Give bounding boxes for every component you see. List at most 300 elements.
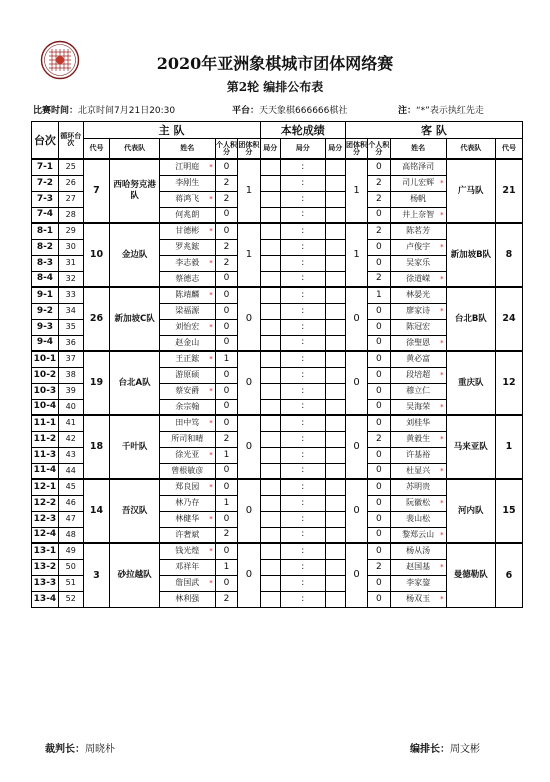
home-team-points: 1 [238,159,260,223]
board-number: 13-4 [32,591,59,607]
arranger-name: 周文彬 [450,744,480,755]
away-team-points: 0 [345,415,367,479]
table-number: 31 [58,255,83,271]
home-player-name: 所司和晴 [171,434,204,443]
score-separator: : [280,415,325,431]
away-personal-points: 0 [368,255,390,271]
board-number: 10-4 [32,399,59,415]
header-away-code: 代号 [495,139,522,160]
board-number: 8-3 [32,255,59,271]
referee-label: 裁判长： [45,744,85,755]
board-number: 12-4 [32,527,59,543]
red-first-marker: * [209,291,213,299]
table-row [32,543,523,559]
home-personal-points: 0 [215,287,237,303]
home-personal-points: 2 [215,527,237,543]
match-time [33,103,175,116]
home-game-points [260,559,280,575]
away-player [390,367,446,383]
score-separator: : [280,591,325,607]
score-separator: : [280,287,325,303]
home-personal-points: 0 [215,319,237,335]
home-player-name: 赵金山 [175,337,200,347]
board-number: 7-1 [32,159,59,175]
red-first-marker: * [209,578,213,587]
header-away-name: 姓名 [390,139,446,160]
board-number: 7-2 [32,175,59,191]
away-player-name: 廖家诗 [406,306,431,315]
header-away: 客 队 [345,122,522,139]
away-game-points [325,527,345,543]
away-player-name: 许基裕 [406,450,431,459]
away-code: 12 [495,351,522,415]
away-player [390,575,446,591]
board-number: 9-1 [32,287,59,303]
away-game-points [325,159,345,175]
page-subtitle: 第2轮 编排公布表 [226,80,324,94]
board-number: 9-3 [32,319,59,335]
home-personal-points: 0 [215,399,237,415]
red-first-marker: * [209,163,213,171]
away-game-points [325,591,345,607]
away-team: 台北B队 [446,287,495,351]
home-game-points [260,479,280,495]
red-first-marker: * [440,466,444,475]
home-player [159,479,215,495]
away-player [390,351,446,367]
home-player-name: 詹国武 [175,578,200,587]
home-player-name: 江明庭 [175,162,200,172]
home-player [159,591,215,607]
away-player-name: 徐道嵘 [406,273,431,283]
header-away-personal-pts: 个人积分 [368,139,390,160]
table-number: 49 [58,543,83,559]
home-personal-points: 1 [215,447,237,463]
away-player-name: 杨双玉 [406,594,431,603]
home-player [159,495,215,511]
home-team-points: 0 [238,351,260,415]
away-player [390,175,446,191]
score-separator: : [280,479,325,495]
platform-label: 平台： [232,106,260,116]
home-game-points [260,367,280,383]
table-number: 52 [58,591,83,607]
home-player-name: 林健华 [175,514,200,523]
home-player [159,399,215,415]
home-game-points [260,175,280,191]
away-player [390,287,446,303]
red-first-marker: * [209,419,213,427]
header-home-code: 代号 [83,139,110,160]
home-personal-points: 0 [215,479,237,495]
board-number: 10-3 [32,383,59,399]
away-player [390,191,446,207]
away-player [390,271,446,287]
red-first-marker: * [209,547,213,555]
board-number: 12-1 [32,479,59,495]
home-game-points [260,495,280,511]
away-game-points [325,303,345,319]
home-game-points [260,591,280,607]
home-code: 3 [83,543,110,607]
home-personal-points: 2 [215,591,237,607]
away-player-name: 苏明贵 [406,482,431,492]
home-game-points [260,431,280,447]
header-home-team-pts: 团体积分 [238,139,260,160]
away-team-points: 1 [345,223,367,287]
home-player [159,511,215,527]
score-separator: : [280,399,325,415]
home-player-name: 刘怡宏 [175,322,200,331]
table-number: 34 [58,303,83,319]
score-separator: : [280,175,325,191]
score-separator: : [280,335,325,351]
home-team-points: 0 [238,479,260,543]
home-player [159,351,215,367]
away-player-name: 卢俊宇 [406,242,431,251]
home-player [159,271,215,287]
away-game-points [325,495,345,511]
home-player-name: 余宗翰 [175,401,200,411]
home-game-points [260,255,280,271]
away-game-points [325,351,345,367]
away-player-name: 黄毅生 [406,434,431,443]
home-personal-points: 2 [215,255,237,271]
board-number: 8-2 [32,239,59,255]
away-player-name: 黄必富 [406,354,431,364]
red-first-marker: * [209,194,213,203]
home-personal-points: 0 [215,223,237,239]
away-player-name: 阮徽松 [406,498,431,507]
home-player-name: 钱光煌 [175,546,200,556]
home-player [159,383,215,399]
table-number: 50 [58,559,83,575]
red-first-marker: * [440,306,444,315]
table-number: 44 [58,463,83,479]
home-personal-points: 0 [215,159,237,175]
home-player-name: 蒋鸿飞 [175,194,200,203]
board-number: 12-3 [32,511,59,527]
away-team: 广马队 [446,159,495,223]
home-game-points [260,223,280,239]
home-player [159,191,215,207]
red-first-marker: * [440,434,444,443]
away-player-name: 高铭泽司 [402,162,435,172]
home-code: 14 [83,479,110,543]
home-game-points [260,239,280,255]
away-game-points [325,479,345,495]
table-number: 26 [58,175,83,191]
away-player [390,223,446,239]
header-round: 台次 [32,122,59,160]
header-table-no: 循环台次 [58,122,83,160]
away-player-name: 井上奈智 [402,209,435,219]
away-game-points [325,175,345,191]
header-results: 本轮成绩 [260,122,345,139]
table-row [32,351,523,367]
away-player [390,207,446,223]
board-number: 13-3 [32,575,59,591]
red-first-marker: * [440,402,444,411]
home-personal-points: 1 [215,351,237,367]
away-personal-points: 0 [368,463,390,479]
away-code: 24 [495,287,522,351]
away-player [390,383,446,399]
away-game-points [325,255,345,271]
away-player-name: 吴家乐 [406,258,431,267]
match-time-value: 北京时间7月21日20:30 [78,106,176,116]
away-player-name: 杨从汤 [406,546,431,556]
away-player [390,303,446,319]
home-player-name: 邓祥年 [175,562,200,571]
away-personal-points: 0 [368,319,390,335]
table-number: 38 [58,367,83,383]
away-player-name: 杜显兴 [406,465,431,475]
home-personal-points: 0 [215,271,237,287]
home-game-points [260,207,280,223]
home-personal-points: 0 [215,207,237,223]
away-personal-points: 2 [368,431,390,447]
home-team: 吾汉队 [110,479,159,543]
home-player [159,159,215,175]
score-separator: : [280,191,325,207]
home-player-name: 罗兆鋐 [175,242,200,251]
note-value: “*”表示执红先走 [416,106,484,116]
red-first-marker: * [209,258,213,267]
home-player-name: 李剐生 [175,178,200,187]
table-number: 48 [58,527,83,543]
table-row [32,223,523,239]
away-player [390,255,446,271]
home-team-points: 0 [238,287,260,351]
table-row [32,479,523,495]
score-separator: : [280,159,325,175]
score-separator: : [280,463,325,479]
home-player [159,207,215,223]
red-first-marker: * [209,514,213,523]
home-player [159,303,215,319]
header-home: 主 队 [83,122,260,139]
home-personal-points: 1 [215,495,237,511]
away-personal-points: 0 [368,239,390,255]
away-game-points [325,447,345,463]
board-number: 8-1 [32,223,59,239]
red-first-marker: * [209,450,213,459]
page-title: 2020年亚洲象棋城市团体网络赛 [156,54,394,73]
header-home-personal-pts: 个人积分 [215,139,237,160]
referee-name: 周晓朴 [85,744,115,755]
board-number: 10-1 [32,351,59,367]
away-personal-points: 0 [368,479,390,495]
away-player-name: 赵国基 [406,562,431,571]
away-team-points: 0 [345,351,367,415]
home-player-name: 许奢斌 [175,529,200,539]
red-first-marker: * [440,562,444,571]
score-separator: : [280,527,325,543]
away-game-points [325,207,345,223]
score-separator: : [280,447,325,463]
home-team: 砂拉越队 [110,543,159,607]
away-player [390,239,446,255]
red-first-marker: * [440,338,444,347]
platform-value: 天天象棋666666棋社 [259,106,348,116]
header-away-team: 代表队 [446,139,495,160]
away-game-points [325,383,345,399]
home-personal-points: 0 [215,511,237,527]
home-player-name: 曾根敏彦 [171,465,204,475]
home-player-name: 李志毅 [175,258,200,267]
score-separator: : [280,223,325,239]
away-player [390,559,446,575]
red-first-marker: * [209,355,213,363]
arranger [410,740,480,755]
home-team: 金边队 [110,223,159,287]
table-number: 41 [58,415,83,431]
red-first-marker: * [209,386,213,395]
home-team: 西哈努克港队 [110,159,159,223]
red-first-marker: * [440,210,444,219]
home-personal-points: 0 [215,335,237,351]
score-separator: : [280,495,325,511]
board-number: 11-1 [32,415,59,431]
home-game-points [260,447,280,463]
away-personal-points: 2 [368,223,390,239]
score-separator: : [280,575,325,591]
away-player [390,447,446,463]
score-separator: : [280,207,325,223]
home-game-points [260,383,280,399]
home-code: 26 [83,287,110,351]
home-player-name: 徐光亚 [175,450,200,459]
home-player [159,447,215,463]
home-player-name: 蔡德志 [175,273,200,283]
away-personal-points: 0 [368,207,390,223]
home-code: 18 [83,415,110,479]
header-home-team: 代表队 [110,139,159,160]
away-game-points [325,271,345,287]
home-player [159,367,215,383]
score-separator: : [280,559,325,575]
score-separator: : [280,255,325,271]
platform [232,103,347,116]
home-player [159,559,215,575]
away-code: 15 [495,479,522,543]
home-game-points [260,511,280,527]
home-player-name: 游原硕 [175,370,200,379]
away-team-points: 0 [345,479,367,543]
table-number: 42 [58,431,83,447]
home-game-points [260,543,280,559]
home-player [159,335,215,351]
away-personal-points: 0 [368,159,390,175]
red-first-marker: * [209,322,213,331]
away-game-points [325,191,345,207]
home-player-name: 甘德彬 [175,226,200,236]
home-player [159,415,215,431]
table-number: 51 [58,575,83,591]
away-team-points: 1 [345,159,367,223]
score-separator: : [280,511,325,527]
home-player [159,319,215,335]
home-player-name: 何兆朗 [175,209,200,219]
home-personal-points: 0 [215,383,237,399]
away-player-name: 陈茗芳 [406,226,431,236]
home-player [159,223,215,239]
away-player-name: 杨帆 [410,194,427,203]
away-team-points: 0 [345,287,367,351]
away-personal-points: 0 [368,575,390,591]
table-row [32,415,523,431]
away-personal-points: 0 [368,591,390,607]
away-team: 河内队 [446,479,495,543]
away-game-points [325,239,345,255]
away-player-name: 穆立仁 [406,386,431,395]
away-personal-points: 2 [368,191,390,207]
home-player [159,255,215,271]
board-number: 12-2 [32,495,59,511]
away-player-name: 陈冠宏 [406,322,431,331]
home-player-name: 陈靖麟 [175,290,200,300]
away-game-points [325,335,345,351]
home-player [159,527,215,543]
table-row [32,287,523,303]
home-code: 19 [83,351,110,415]
table-number: 29 [58,223,83,239]
home-game-points [260,303,280,319]
red-first-marker: * [209,227,213,235]
away-player [390,479,446,495]
away-game-points [325,319,345,335]
table-number: 32 [58,271,83,287]
header-home-game-pts: 局分 [260,139,280,160]
table-number: 40 [58,399,83,415]
home-player-name: 郑良园 [175,482,200,492]
home-game-points [260,351,280,367]
home-personal-points: 0 [215,575,237,591]
away-team: 新加坡B队 [446,223,495,287]
home-personal-points: 0 [215,463,237,479]
header-home-name: 姓名 [159,139,215,160]
table-number: 46 [58,495,83,511]
red-first-marker: * [440,242,444,251]
home-code: 10 [83,223,110,287]
note-label: 注： [398,106,417,116]
header-away-team-pts: 团体积分 [345,139,367,160]
away-game-points [325,559,345,575]
red-first-marker: * [440,594,444,603]
away-personal-points: 0 [368,335,390,351]
away-personal-points: 2 [368,271,390,287]
away-player-name: 司儿宏辉 [402,178,435,187]
home-player-name: 林利强 [175,594,200,603]
away-team: 曼德勒队 [446,543,495,607]
score-separator: : [280,367,325,383]
table-number: 43 [58,447,83,463]
away-game-points [325,287,345,303]
away-player-name: 刘桂华 [406,418,431,428]
home-game-points [260,575,280,591]
away-personal-points: 1 [368,287,390,303]
away-personal-points: 0 [368,351,390,367]
red-first-marker: * [440,530,444,539]
away-code: 6 [495,543,522,607]
home-personal-points: 1 [215,559,237,575]
away-player-name: 徐聖恩 [406,337,431,347]
away-code: 1 [495,415,522,479]
table-number: 45 [58,479,83,495]
table-number: 27 [58,191,83,207]
score-separator: : [280,271,325,287]
